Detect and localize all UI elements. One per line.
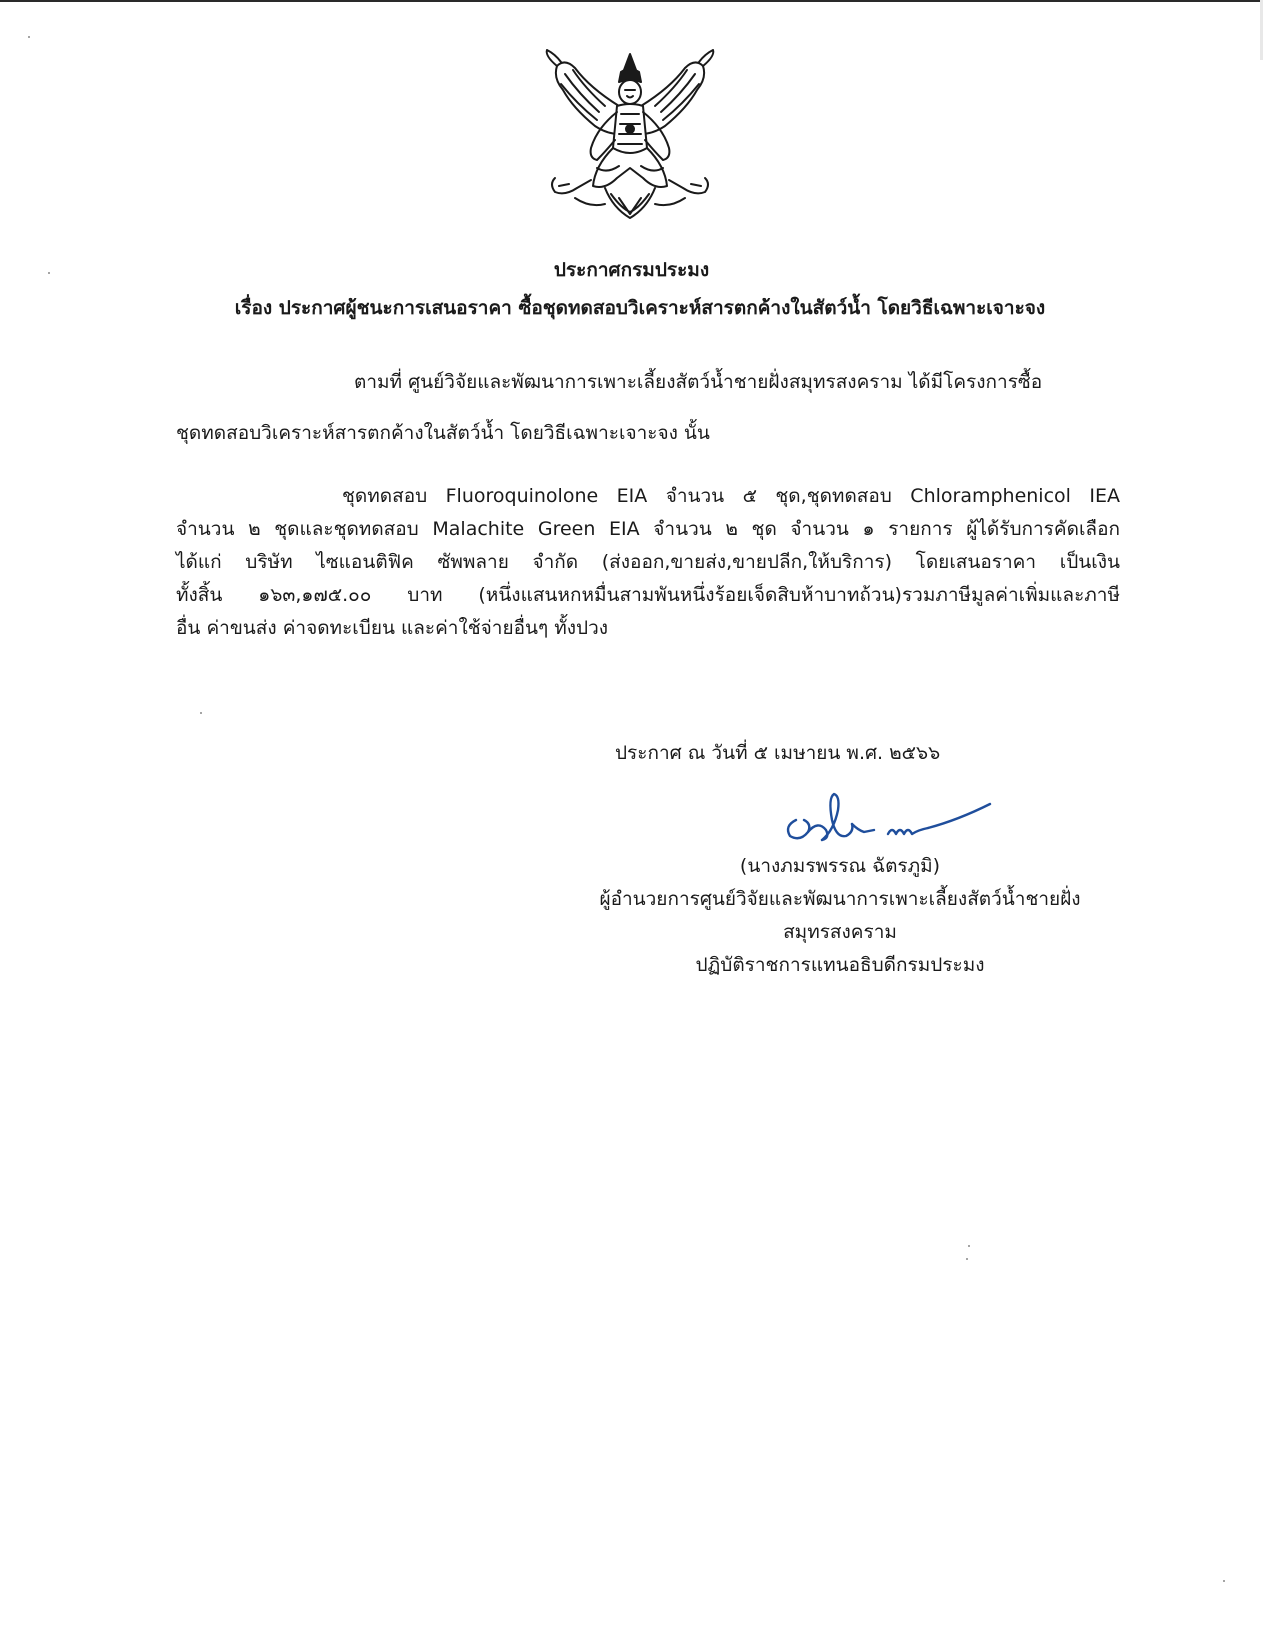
award-paragraph-line: ทั้งสิ้น ๑๖๓,๑๗๕.๐๐ บาท (หนึ่งแสนหกหมื่นสามพันหนึ่งร้อยเจ็ดสิบห้าบาทถ้วน)รวมภาษีมูลค่าเพิ่มและภาษี (176, 584, 1120, 606)
award-paragraph-line: จำนวน ๒ ชุดและชุดทดสอบ Malachite Green EIA จำนวน ๒ ชุด จำนวน ๑ รายการ ผู้ได้รับการคัดเลือก (176, 518, 1120, 540)
scan-speck (200, 712, 202, 714)
signatory-acting-title: ปฏิบัติราชการแทนอธิบดีกรมประมง (695, 954, 985, 976)
signatory-position: สมุทรสงคราม (783, 921, 897, 943)
award-paragraph-line: ได้แก่ บริษัท ไซแอนติฟิค ซัพพลาย จำกัด (ส่งออก,ขายส่ง,ขายปลีก,ให้บริการ) โดยเสนอราคา เป็นเงิน (176, 551, 1120, 573)
scan-edge-top (0, 0, 1263, 2)
signatory-name: (นางภมรพรรณ ฉัตรภูมิ) (739, 855, 941, 877)
announcement-title: ประกาศกรมประมง (553, 259, 710, 281)
paragraph1-line1: ตามที่ ศูนย์วิจัยและพัฒนาการเพาะเลี้ยงสัตว์น้ำชายฝั่งสมุทรสงคราม ได้มีโครงการซื้อ (354, 371, 1043, 393)
signatory-block (560, 850, 1120, 982)
paragraph1-line2: ชุดทดสอบวิเคราะห์สารตกค้างในสัตว์น้ำ โดยวิธีเฉพาะเจาะจง นั้น (176, 422, 710, 444)
scan-speck (1223, 1580, 1225, 1582)
scan-speck (48, 272, 50, 274)
award-paragraph (176, 480, 1120, 645)
scan-speck (966, 1258, 968, 1260)
award-paragraph-line: อื่น ค่าขนส่ง ค่าจดทะเบียน และค่าใช้จ่ายอื่นๆ ทั้งปวง (176, 617, 609, 639)
award-paragraph-line: ชุดทดสอบ Fluoroquinolone EIA จำนวน ๕ ชุด,ชุดทดสอบ Chloramphenicol IEA (342, 485, 1120, 507)
garuda-emblem-icon (535, 48, 725, 228)
scan-speck (968, 1245, 970, 1247)
signatory-position: ผู้อำนวยการศูนย์วิจัยและพัฒนาการเพาะเลี้ยงสัตว์น้ำชายฝั่ง (599, 888, 1081, 910)
scan-speck (28, 36, 30, 38)
announcement-date: ประกาศ ณ วันที่ ๕ เมษายน พ.ศ. ๒๕๖๖ (615, 742, 941, 764)
announcement-subject: เรื่อง ประกาศผู้ชนะการเสนอราคา ซื้อชุดทดสอบวิเคราะห์สารตกค้างในสัตว์น้ำ โดยวิธีเฉพาะเจาะจง (234, 297, 1046, 319)
